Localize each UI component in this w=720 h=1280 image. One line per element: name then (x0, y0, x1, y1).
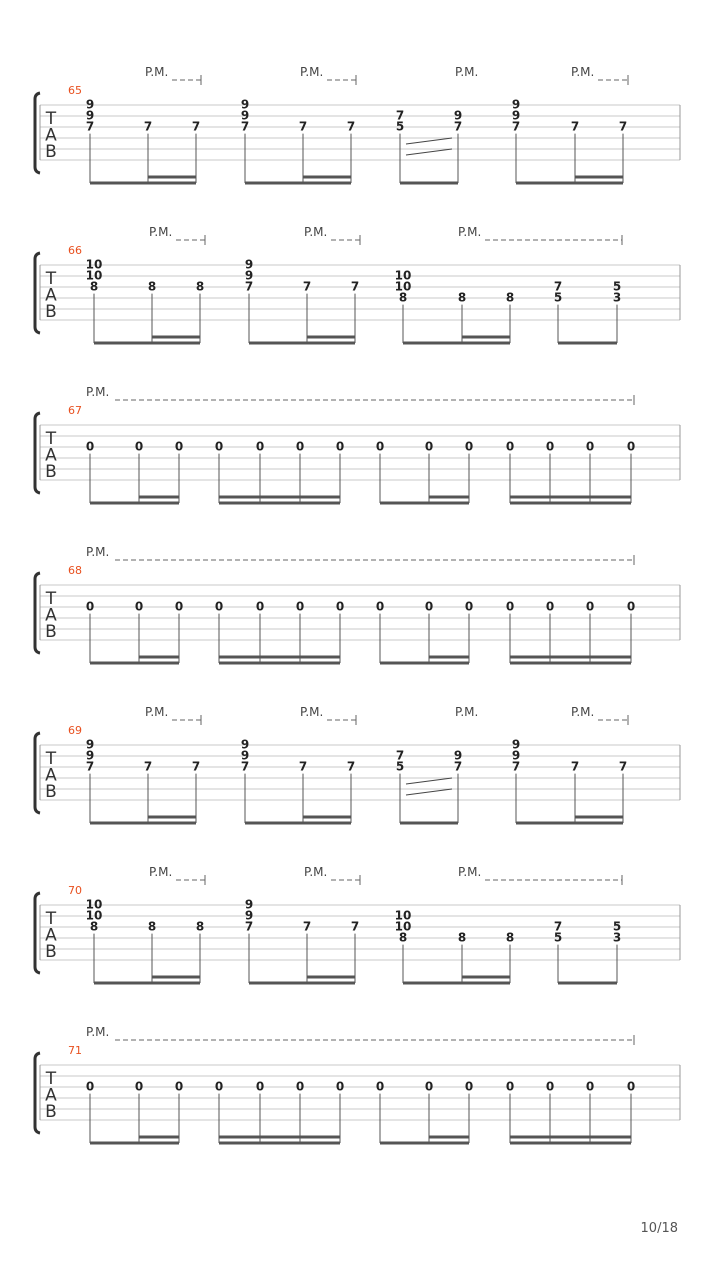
fret-number: 9 (244, 908, 254, 923)
system-67 (35, 385, 680, 503)
palm-mute-label: P.M. (571, 705, 595, 719)
tab-clef-letter: T (45, 429, 57, 449)
fret-number: 9 (244, 257, 254, 272)
fret-number: 10 (394, 908, 412, 923)
fret-number: 0 (335, 599, 345, 614)
system-bracket-icon (35, 253, 40, 333)
fret-number: 8 (147, 919, 157, 934)
fret-number: 10 (394, 268, 412, 283)
tab-clef-letter: A (45, 285, 57, 306)
fret-number: 0 (505, 599, 515, 614)
fret-number: 0 (626, 599, 636, 614)
fret-number: 5 (612, 919, 622, 934)
fret-number: 0 (295, 599, 305, 614)
slide-line (406, 778, 452, 784)
fret-number: 8 (398, 290, 408, 305)
fret-number: 0 (424, 1079, 434, 1094)
palm-mute-label: P.M. (145, 705, 169, 719)
fret-number: 0 (335, 439, 345, 454)
fret-number: 7 (511, 119, 521, 134)
fret-number: 0 (424, 439, 434, 454)
fret-number: 10 (85, 268, 103, 283)
fret-number: 7 (244, 919, 254, 934)
fret-number: 5 (395, 119, 405, 134)
system-bracket-icon (35, 1053, 40, 1133)
fret-number: 0 (134, 439, 144, 454)
palm-mute-label: P.M. (571, 65, 595, 79)
fret-number: 7 (346, 759, 356, 774)
measure-number: 71 (68, 1044, 82, 1057)
system-bracket-icon (35, 93, 40, 173)
fret-number: 8 (89, 279, 99, 294)
fret-number: 7 (85, 759, 95, 774)
tab-clef-letter: T (45, 1069, 57, 1089)
fret-number: 9 (85, 748, 95, 763)
fret-number: 0 (85, 1079, 95, 1094)
fret-number: 7 (453, 119, 463, 134)
fret-number: 0 (255, 439, 265, 454)
fret-number: 5 (395, 759, 405, 774)
fret-number: 10 (85, 908, 103, 923)
tab-clef-letter: B (45, 942, 57, 962)
fret-number: 0 (626, 439, 636, 454)
fret-number: 7 (302, 919, 312, 934)
palm-mute-label: P.M. (458, 225, 482, 239)
fret-number: 0 (295, 439, 305, 454)
tab-clef-letter: A (45, 445, 57, 466)
fret-number: 7 (298, 759, 308, 774)
fret-number: 9 (85, 97, 95, 112)
fret-number: 0 (134, 1079, 144, 1094)
palm-mute-label: P.M. (149, 225, 173, 239)
fret-number: 5 (553, 290, 563, 305)
fret-number: 0 (134, 599, 144, 614)
fret-number: 7 (618, 759, 628, 774)
fret-number: 0 (174, 599, 184, 614)
fret-number: 9 (240, 748, 250, 763)
fret-number: 7 (302, 279, 312, 294)
tab-clef-letter: B (45, 462, 57, 482)
fret-number: 0 (424, 599, 434, 614)
palm-mute-label: P.M. (86, 385, 110, 399)
tab-clef-letter: A (45, 125, 57, 146)
fret-number: 0 (464, 599, 474, 614)
palm-mute-label: P.M. (304, 865, 328, 879)
tab-clef-letter: T (45, 909, 57, 929)
slide-line (406, 789, 452, 795)
fret-number: 7 (553, 279, 563, 294)
fret-number: 8 (147, 279, 157, 294)
measure-number: 69 (68, 724, 82, 737)
tab-clef-letter: A (45, 925, 57, 946)
fret-number: 7 (511, 759, 521, 774)
tab-clef-letter: T (45, 749, 57, 769)
fret-number: 0 (585, 599, 595, 614)
fret-number: 7 (244, 279, 254, 294)
fret-number: 0 (585, 439, 595, 454)
fret-number: 0 (174, 1079, 184, 1094)
palm-mute-label: P.M. (145, 65, 169, 79)
tab-clef-letter: B (45, 1102, 57, 1122)
fret-number: 9 (85, 737, 95, 752)
fret-number: 7 (240, 759, 250, 774)
tab-clef-letter: T (45, 109, 57, 129)
fret-number: 9 (511, 748, 521, 763)
fret-number: 0 (545, 1079, 555, 1094)
measure-number: 70 (68, 884, 82, 897)
fret-number: 3 (612, 930, 622, 945)
fret-number: 9 (240, 108, 250, 123)
system-bracket-icon (35, 893, 40, 973)
tab-clef-letter: B (45, 142, 57, 162)
fret-number: 7 (350, 919, 360, 934)
fret-number: 3 (612, 290, 622, 305)
palm-mute-label: P.M. (458, 865, 482, 879)
fret-number: 0 (214, 599, 224, 614)
fret-number: 7 (191, 119, 201, 134)
tab-clef-letter: A (45, 605, 57, 626)
tab-clef-letter: A (45, 1085, 57, 1106)
fret-number: 7 (553, 919, 563, 934)
fret-number: 0 (214, 1079, 224, 1094)
fret-number: 7 (395, 748, 405, 763)
fret-number: 5 (612, 279, 622, 294)
tab-clef-letter: T (45, 589, 57, 609)
tab-clef-letter: B (45, 782, 57, 802)
fret-number: 0 (464, 1079, 474, 1094)
fret-number: 0 (464, 439, 474, 454)
fret-number: 9 (240, 737, 250, 752)
fret-number: 9 (511, 97, 521, 112)
palm-mute-label: P.M. (455, 705, 479, 719)
fret-number: 0 (585, 1079, 595, 1094)
palm-mute-label: P.M. (304, 225, 328, 239)
fret-number: 0 (375, 599, 385, 614)
fret-number: 0 (174, 439, 184, 454)
fret-number: 8 (89, 919, 99, 934)
fret-number: 7 (240, 119, 250, 134)
fret-number: 7 (143, 759, 153, 774)
fret-number: 10 (394, 279, 412, 294)
system-71 (35, 1025, 680, 1143)
fret-number: 9 (511, 737, 521, 752)
fret-number: 9 (244, 897, 254, 912)
fret-number: 7 (570, 119, 580, 134)
palm-mute-label: P.M. (300, 705, 324, 719)
fret-number: 8 (195, 919, 205, 934)
fret-number: 9 (244, 268, 254, 283)
fret-number: 0 (626, 1079, 636, 1094)
fret-number: 0 (545, 439, 555, 454)
slide-line (406, 149, 452, 155)
fret-number: 7 (570, 759, 580, 774)
palm-mute-label: P.M. (86, 1025, 110, 1039)
fret-number: 7 (191, 759, 201, 774)
fret-number: 8 (195, 279, 205, 294)
tab-clef-letter: B (45, 622, 57, 642)
fret-number: 7 (85, 119, 95, 134)
system-69 (35, 705, 680, 823)
fret-number: 9 (85, 108, 95, 123)
fret-number: 8 (505, 290, 515, 305)
fret-number: 9 (511, 108, 521, 123)
palm-mute-label: P.M. (455, 65, 479, 79)
tab-clef-letter: T (45, 269, 57, 289)
fret-number: 0 (545, 599, 555, 614)
fret-number: 7 (618, 119, 628, 134)
fret-number: 0 (375, 1079, 385, 1094)
fret-number: 8 (457, 930, 467, 945)
system-bracket-icon (35, 733, 40, 813)
fret-number: 0 (335, 1079, 345, 1094)
fret-number: 8 (398, 930, 408, 945)
fret-number: 7 (298, 119, 308, 134)
tab-clef-letter: B (45, 302, 57, 322)
system-68 (35, 545, 680, 663)
measure-number: 66 (68, 244, 82, 257)
fret-number: 0 (295, 1079, 305, 1094)
fret-number: 0 (255, 599, 265, 614)
measure-number: 67 (68, 404, 82, 417)
fret-number: 0 (85, 439, 95, 454)
system-bracket-icon (35, 413, 40, 493)
system-70 (35, 865, 680, 983)
fret-number: 7 (346, 119, 356, 134)
system-bracket-icon (35, 573, 40, 653)
fret-number: 7 (453, 759, 463, 774)
fret-number: 9 (453, 748, 463, 763)
fret-number: 7 (395, 108, 405, 123)
fret-number: 10 (85, 257, 103, 272)
tab-clef-letter: A (45, 765, 57, 786)
palm-mute-label: P.M. (86, 545, 110, 559)
fret-number: 8 (505, 930, 515, 945)
fret-number: 0 (505, 439, 515, 454)
fret-number: 7 (143, 119, 153, 134)
system-66 (35, 225, 680, 343)
fret-number: 0 (214, 439, 224, 454)
palm-mute-label: P.M. (300, 65, 324, 79)
slide-line (406, 138, 452, 144)
fret-number: 7 (350, 279, 360, 294)
palm-mute-label: P.M. (149, 865, 173, 879)
fret-number: 0 (85, 599, 95, 614)
fret-number: 8 (457, 290, 467, 305)
measure-number: 68 (68, 564, 82, 577)
page-number: 10/18 (640, 1221, 678, 1236)
fret-number: 9 (453, 108, 463, 123)
fret-number: 10 (85, 897, 103, 912)
fret-number: 9 (240, 97, 250, 112)
system-65 (35, 65, 680, 183)
fret-number: 5 (553, 930, 563, 945)
measure-number: 65 (68, 84, 82, 97)
fret-number: 0 (505, 1079, 515, 1094)
fret-number: 0 (255, 1079, 265, 1094)
fret-number: 10 (394, 919, 412, 934)
fret-number: 0 (375, 439, 385, 454)
